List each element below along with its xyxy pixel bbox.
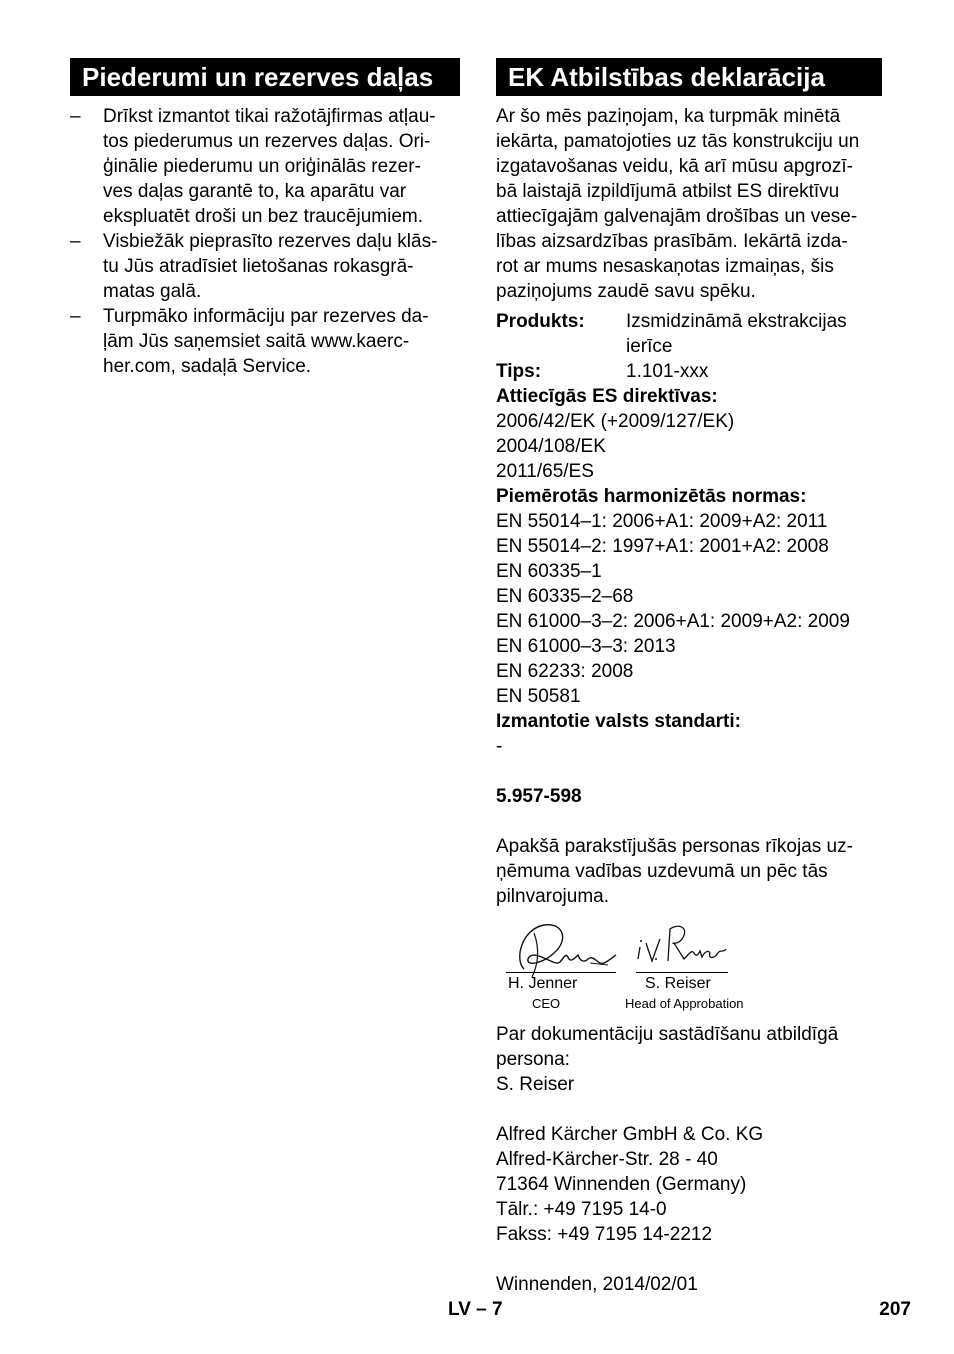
product-label: Produkts:: [496, 311, 585, 332]
intro-line: paziņojums zaudē savu spēku.: [496, 281, 756, 302]
undersigned-line: Apakšā parakstījušās personas rīkojas uz-: [496, 836, 853, 857]
declaration-heading: EK Atbilstības deklarācija: [496, 58, 882, 96]
intro-line: izgatavošanas veidu, kā arī mūsu apgrozī-: [496, 156, 853, 177]
norms-label: Piemērotās harmonizētās normas:: [496, 486, 807, 507]
intro-line: attiecīgajām galvenajām drošības un vese-: [496, 206, 858, 227]
list-line: matas galā.: [103, 281, 202, 302]
responsible-line: Par dokumentāciju sastādīšanu atbildīgā: [496, 1024, 839, 1045]
national-standards-value: -: [496, 736, 503, 757]
product-row: [496, 309, 891, 359]
type-row: [496, 359, 891, 384]
intro-line: bā laistajā izpildījumā atbilst ES direktīvu: [496, 181, 840, 202]
place-date: Winnenden, 2014/02/01: [496, 1274, 698, 1295]
directive-item: 2006/42/EK (+2009/127/EK): [496, 411, 735, 432]
signatory-title: Head of Approbation: [625, 996, 744, 1011]
signatory-name: S. Reiser: [645, 975, 711, 992]
intro-line: rot ar mums nesaskaņotas izmaiņas, šis: [496, 256, 834, 277]
intro-line: lības aizsardzības prasībām. Iekārtā izda-: [496, 231, 848, 252]
accessories-heading: Piederumi un rezerves daļas: [70, 58, 460, 96]
norm-item: EN 62233: 2008: [496, 661, 634, 682]
company-line: 71364 Winnenden (Germany): [496, 1174, 747, 1195]
directive-item: 2011/65/ES: [496, 461, 594, 482]
list-dash: –: [70, 306, 81, 327]
list-line: tos piederumus un rezerves daļas. Ori-: [103, 131, 431, 152]
list-item: [70, 104, 460, 229]
intro-line: iekārta, pamatojoties uz tās konstrukciju un: [496, 131, 860, 152]
company-line: Fakss: +49 7195 14-2212: [496, 1224, 713, 1245]
norm-item: EN 61000–3–2: 2006+A1: 2009+A2: 2009: [496, 611, 850, 632]
language-page-label: LV – 7: [448, 1299, 503, 1320]
reiser-signature: [634, 919, 734, 975]
jenner-signature-line: [506, 972, 616, 973]
directive-item: 2004/108/EK: [496, 436, 606, 457]
list-line: ļām Jūs saņemsiet saitā www.kaerc-: [103, 331, 410, 352]
list-dash: –: [70, 231, 81, 252]
list-dash: –: [70, 106, 81, 127]
company-line: Tālr.: +49 7195 14-0: [496, 1199, 667, 1220]
national-standards-label: Izmantotie valsts standarti:: [496, 711, 741, 732]
norm-item: EN 60335–2–68: [496, 586, 634, 607]
list-line: Turpmāko informāciju par rezerves da-: [103, 306, 429, 327]
declaration-section: [496, 58, 891, 1297]
list-item: [70, 304, 460, 379]
list-line: Drīkst izmantot tikai ražotājfirmas atļau-: [103, 106, 436, 127]
list-line: ģinālie piederumu un oriģinālās rezer-: [103, 156, 421, 177]
product-line: Izsmidzināmā ekstrakcijas: [626, 311, 847, 332]
product-value: [626, 309, 891, 359]
document-number: 5.957-598: [496, 786, 582, 807]
list-item: [70, 229, 460, 304]
norm-item: EN 50581: [496, 686, 581, 707]
norm-item: EN 60335–1: [496, 561, 602, 582]
signature-block: [496, 919, 891, 1024]
responsible-line: S. Reiser: [496, 1074, 575, 1095]
signatory-name: H. Jenner: [508, 975, 578, 992]
jenner-signature: [504, 919, 624, 983]
list-line: Visbiežāk pieprasīto rezerves daļu klās-: [103, 231, 438, 252]
type-label: Tips:: [496, 361, 542, 382]
undersigned-line: pilnvarojuma.: [496, 886, 609, 907]
list-line: tu Jūs atradīsiet lietošanas rokasgrā-: [103, 256, 414, 277]
undersigned-line: ņēmuma vadības uzdevumā un pēc tās: [496, 861, 828, 882]
list-line: her.com, sadaļā Service.: [103, 356, 312, 377]
norm-item: EN 61000–3–3: 2013: [496, 636, 676, 657]
page-number: 207: [879, 1299, 911, 1320]
declaration-details: [496, 309, 891, 909]
intro-line: Ar šo mēs paziņojam, ka turpmāk minētā: [496, 106, 841, 127]
list-line: ekspluatēt droši un bez traucējumiem.: [103, 206, 423, 227]
responsible-line: persona:: [496, 1049, 570, 1070]
directives-label: Attiecīgās ES direktīvas:: [496, 386, 718, 407]
reiser-signature-line: [636, 972, 728, 973]
list-line: ves daļas garantē to, ka aparātu var: [103, 181, 407, 202]
norm-item: EN 55014–2: 1997+A1: 2001+A2: 2008: [496, 536, 829, 557]
declaration-intro: [496, 104, 891, 304]
company-line: Alfred-Kärcher-Str. 28 - 40: [496, 1149, 718, 1170]
product-line: ierīce: [626, 336, 673, 357]
signatory-title: CEO: [532, 996, 561, 1011]
norm-item: EN 55014–1: 2006+A1: 2009+A2: 2011: [496, 511, 828, 532]
company-line: Alfred Kärcher GmbH & Co. KG: [496, 1124, 764, 1145]
responsible-person: [496, 1022, 891, 1297]
accessories-section: [70, 58, 460, 379]
accessories-list: [70, 104, 460, 379]
type-value: 1.101-xxx: [626, 361, 709, 382]
